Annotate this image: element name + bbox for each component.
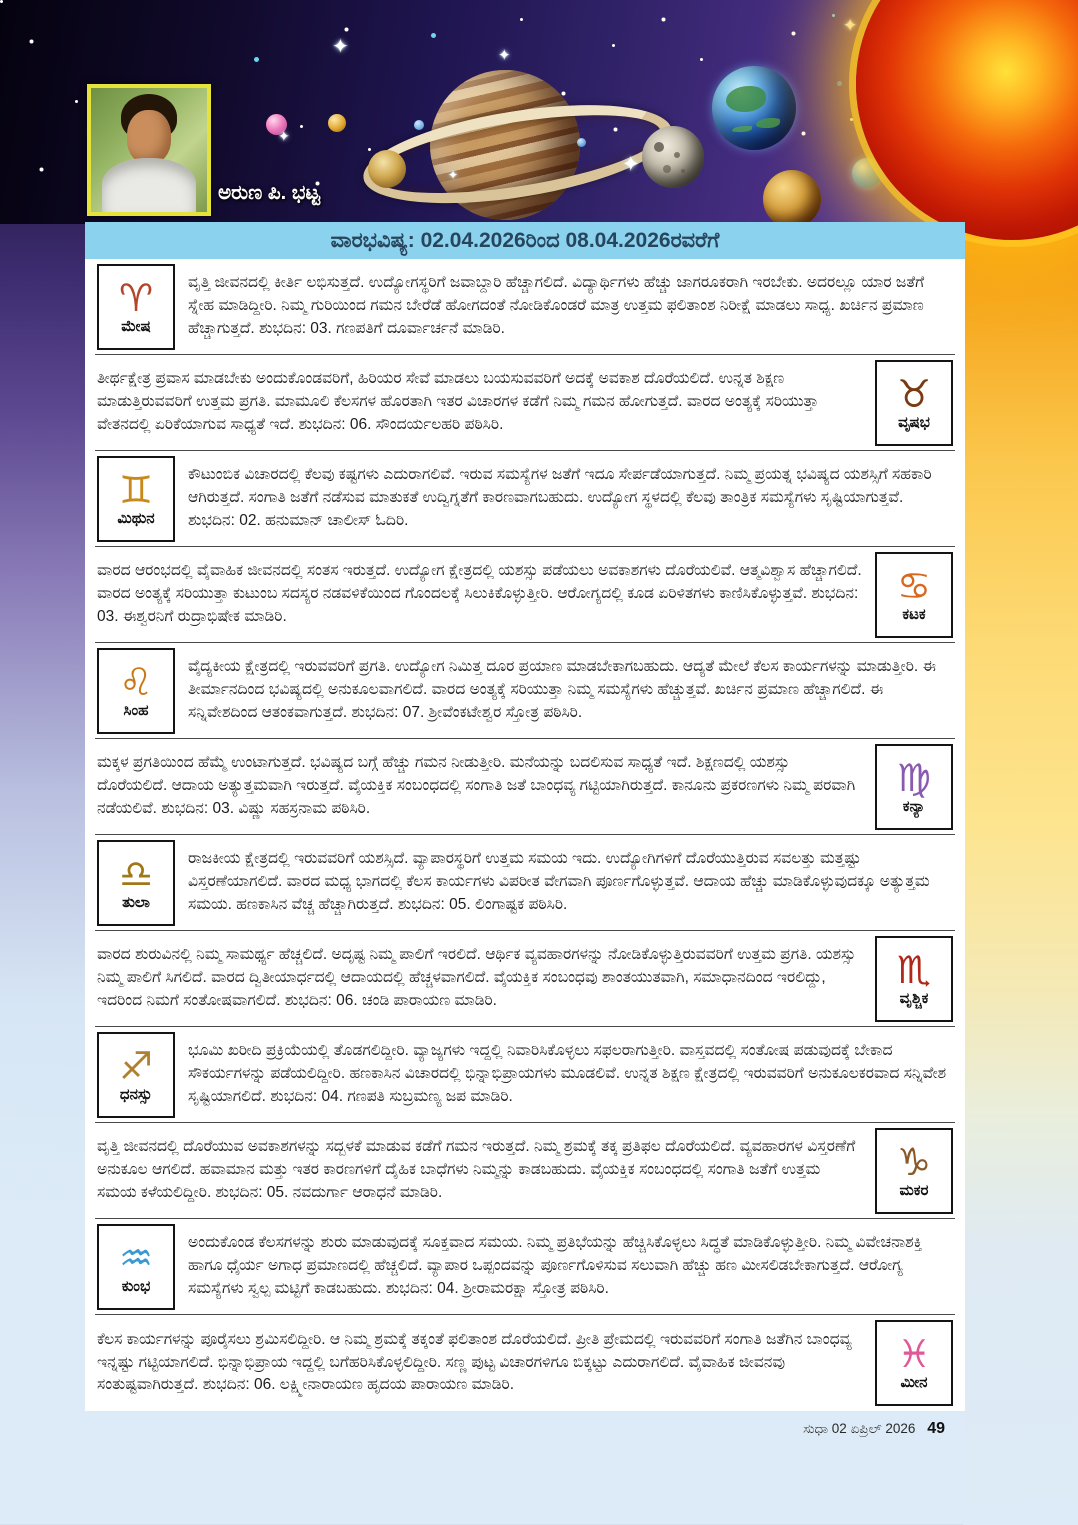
photo-face xyxy=(127,110,171,164)
horoscope-text: ಕೆಲಸ ಕಾರ್ಯಗಳನ್ನು ಪೂರೈಸಲು ಶ್ರಮಿಸಲಿದ್ದೀರಿ. ಆ ನಿಮ್ಮ ಶ್ರಮಕ್ಕೆ ತಕ್ಕಂತೆ ಫಲಿತಾಂಶ ದೊರೆಯಲಿದೆ. ಪ್ರೀತಿ ಪ್ರೇಮದಲ್ಲಿ ಇರುವವರಿಗೆ ಸಂಗಾತಿ ಜತೆಗಿನ ಬಾಂಧವ್ಯ ಇನ್ನಷ್ಟು ಗಟ್ಟಿಯಾಗಲಿದೆ. ಭಿನ್ನಾಭಿಪ್ರಾಯ ಇದ್ದಲ್ಲಿ ಬಗೆಹರಿಸಿಕೊಳ್ಳಲಿದ್ದೀರಿ. ಸಣ್ಣ ಪುಟ್ಟ ವಿಚಾರಗಳಿಗೂ ಬಿಕ್ಕಟ್ಟು ಎದುರಾಗಲಿದೆ. ವೈವಾಹಿಕ ಜೀವನವು ಸಂತುಷ್ಟವಾಗಿರುತ್ತದೆ. ಶುಭದಿನ: 06. ಲಕ್ಷ್ಮೀನಾರಾಯಣ ಹೃದಯ ಪಾರಾಯಣ ಮಾಡಿರಿ. xyxy=(97,1330,852,1394)
horoscope-text: ವೈದ್ಯಕೀಯ ಕ್ಷೇತ್ರದಲ್ಲಿ ಇರುವವರಿಗೆ ಪ್ರಗತಿ. ಉದ್ಯೋಗ ನಿಮಿತ್ತ ದೂರ ಪ್ರಯಾಣ ಮಾಡಬೇಕಾಗಬಹುದು. ಆದ್ಯತೆ ಮೇಲೆ ಕೆಲಸ ಕಾರ್ಯಗಳನ್ನು ಮಾಡುತ್ತೀರಿ. ಈ ತೀರ್ಮಾನದಿಂದ ಭವಿಷ್ಯದಲ್ಲಿ ಅನುಕೂಲವಾಗಲಿದೆ. ವಾರದ ಅಂತ್ಯಕ್ಕೆ ಸರಿಯುತ್ತಾ ನಿಮ್ಮ ಸಮಸ್ಯೆಗಳು ಹೆಚ್ಚುತ್ತವೆ. ಖರ್ಚಿನ ಪ್ರಮಾಣ ಹೆಚ್ಚಾಗಲಿದೆ. ಈ ಸನ್ನಿವೇಶದಿಂದ ಆತಂಕವಾಗುತ್ತದೆ. ಶುಭದಿನ: 07. ಶ್ರೀವೆಂಕಟೇಶ್ವರ ಸ್ತೋತ್ರ ಪಠಿಸಿರಿ. xyxy=(188,658,936,721)
zodiac-name: ಕುಂಭ xyxy=(121,1277,151,1295)
zodiac-name: ಕನ್ಯಾ xyxy=(902,797,926,815)
earth-illustration xyxy=(712,66,796,150)
horoscope-text: ಮಕ್ಕಳ ಪ್ರಗತಿಯಿಂದ ಹೆಮ್ಮೆ ಉಂಟಾಗುತ್ತದೆ. ಭವಿಷ್ಯದ ಬಗ್ಗೆ ಹೆಚ್ಚು ಗಮನ ನೀಡುತ್ತೀರಿ. ಮನೆಯನ್ನು ಬದಲಿಸುವ ಸಾಧ್ಯತೆ ಇದೆ. ಶಿಕ್ಷಣದಲ್ಲಿ ಯಶಸ್ಸು ದೊರೆಯಲಿದೆ. ಆದಾಯ ಅತ್ಯುತ್ತಮವಾಗಿ ಇರುತ್ತದೆ. ವೈಯಕ್ತಿಕ ಸಂಬಂಧದಲ್ಲಿ ಸಂಗಾತಿ ಜತೆ ಬಾಂಧವ್ಯ ಗಟ್ಟಿಯಾಗಿರುತ್ತದೆ. ಕಾನೂನು ಪ್ರಕರಣಗಳು ನಿಮ್ಮ ಪರವಾಗಿ ನಡೆಯಲಿವೆ. ಶುಭದಿನ: 03. ವಿಷ್ಣು ಸಹಸ್ರನಾಮ ಪಠಿಸಿರಿ. xyxy=(97,754,856,817)
aquarius-icon: ♒ xyxy=(118,1235,154,1280)
moon-illustration xyxy=(642,126,704,188)
horoscope-text: ರಾಜಕೀಯ ಕ್ಷೇತ್ರದಲ್ಲಿ ಇರುವವರಿಗೆ ಯಶಸ್ಸಿದೆ. ವ್ಯಾಪಾರಸ್ಥರಿಗೆ ಉತ್ತಮ ಸಮಯ ಇದು. ಉದ್ಯೋಗಿಗಳಿಗೆ ದೊರೆಯುತ್ತಿರುವ ಸವಲತ್ತು ಮತ್ತಷ್ಟು ವಿಸ್ತರಣೆಯಾಗಲಿದೆ. ವಾರದ ಮಧ್ಯ ಭಾಗದಲ್ಲಿ ಕೆಲಸ ಕಾರ್ಯಗಳು ವಿಪರೀತ ವೇಗವಾಗಿ ಪೂರ್ಣಗೊಳ್ಳುತ್ತವೆ. ಆದಾಯ ಹೆಚ್ಚು ಮಾಡಿಕೊಳ್ಳುವುದಕ್ಕೂ ಅತ್ಯುತ್ತಮ ಸಮಯ. ಹಣಕಾಸಿನ ವೆಚ್ಚ ಹೆಚ್ಚಾಗಿರುತ್ತದೆ. ಶುಭದಿನ: 05. ಲಿಂಗಾಷ್ಟಕ ಪಠಿಸಿರಿ. xyxy=(188,850,930,913)
horoscope-text: ವೃತ್ತಿ ಜೀವನದಲ್ಲಿ ದೊರೆಯುವ ಅವಕಾಶಗಳನ್ನು ಸದ್ಬಳಕೆ ಮಾಡುವ ಕಡೆಗೆ ಗಮನ ಇರುತ್ತದೆ. ನಿಮ್ಮ ಶ್ರಮಕ್ಕೆ ತಕ್ಕ ಪ್ರತಿಫಲ ದೊರೆಯಲಿದೆ. ವ್ಯವಹಾರಗಳ ವಿಸ್ತರಣೆಗೆ ಅನುಕೂಲ ಆಗಲಿದೆ. ಹವಾಮಾನ ಮತ್ತು ಇತರ ಕಾರಣಗಳಿಗೆ ದೈಹಿಕ ಬಾಧೆಗಳು ನಿಮ್ಮನ್ನು ಕಾಡಬಹುದು. ವೈಯಕ್ತಿಕ ಸಂಬಂಧದಲ್ಲಿ ಸಂಗಾತಿ ಜತೆಗೆ ಉತ್ತಮ ಸಮಯ ಕಳೆಯಲಿದ್ದೀರಿ. ಶುಭದಿನ: 05. ನವದುರ್ಗಾ ಆರಾಧನೆ ಮಾಡಿರಿ. xyxy=(97,1138,856,1201)
zodiac-name: ವೃಷಭ xyxy=(898,413,930,431)
star-icon: ✦ xyxy=(622,153,640,176)
zodiac-name: ಸಿಂಹ xyxy=(123,701,149,719)
libra-icon: ♎ xyxy=(118,851,154,896)
horoscope-text: ಭೂಮಿ ಖರೀದಿ ಪ್ರಕ್ರಿಯೆಯಲ್ಲಿ ತೊಡಗಲಿದ್ದೀರಿ. ವ್ಯಾಜ್ಯಗಳು ಇದ್ದಲ್ಲಿ ನಿವಾರಿಸಿಕೊಳ್ಳಲು ಸಫಲರಾಗುತ್ತೀರಿ. ವಾಸ್ತವದಲ್ಲಿ ಸಂತೋಷ ಪಡುವುದಕ್ಕೆ ಬೇಕಾದ ಸೌಕರ್ಯಗಳನ್ನು ಪಡೆಯಲಿದ್ದೀರಿ. ಹಣಕಾಸಿನ ವಿಚಾರದಲ್ಲಿ ಭಿನ್ನಾಭಿಪ್ರಾಯಗಳು ಮೂಡಲಿವೆ. ಉನ್ನತ ಶಿಕ್ಷಣ ಕ್ಷೇತ್ರದಲ್ಲಿ ಇರುವವರಿಗೆ ಅನುಕೂಲಕರವಾದ ಸನ್ನಿವೇಶ ಸೃಷ್ಟಿಯಾಗಲಿದೆ. ಶುಭದಿನ: 04. ಗಣಪತಿ ಸುಬ್ರಮಣ್ಯ ಜಪ ಮಾಡಿರಿ. xyxy=(188,1042,947,1105)
horoscope-row-scorpio xyxy=(95,931,955,1027)
horoscope-row-pisces xyxy=(95,1315,955,1411)
sagittarius-icon-box xyxy=(97,1032,175,1118)
taurus-icon-box xyxy=(875,360,953,446)
magazine-name: ಸುಧಾ xyxy=(803,1421,829,1436)
scorpio-icon: ♏ xyxy=(896,947,932,992)
star-icon: ✦ xyxy=(498,47,511,64)
pisces-icon: ♓ xyxy=(896,1332,932,1376)
libra-icon-box xyxy=(97,840,175,926)
horoscope-row-aries xyxy=(95,259,955,355)
orange-planet-illustration xyxy=(763,170,821,224)
starfield xyxy=(0,0,3,3)
aries-icon-box xyxy=(97,264,175,350)
horoscope-text: ಅಂದುಕೊಂಡ ಕೆಲಸಗಳನ್ನು ಶುರು ಮಾಡುವುದಕ್ಕೆ ಸೂಕ್ತವಾದ ಸಮಯ. ನಿಮ್ಮ ಪ್ರತಿಭೆಯನ್ನು ಹೆಚ್ಚಿಸಿಕೊಳ್ಳಲು ಸಿದ್ಧತೆ ಮಾಡಿಕೊಳ್ಳುತ್ತೀರಿ. ನಿಮ್ಮ ವಿವೇಚನಾಶಕ್ತಿ ಹಾಗೂ ಧೈರ್ಯ ಅಗಾಧ ಪ್ರಮಾಣದಲ್ಲಿ ಹೆಚ್ಚಲಿದೆ. ವ್ಯಾಪಾರ ಒಪ್ಪಂದವನ್ನು ಪೂರ್ಣಗೊಳಿಸುವ ಸಲುವಾಗಿ ಹೆಚ್ಚು ಹಣ ಮೀಸಲಿಡಬೇಕಾಗುತ್ತದೆ. ಆರೋಗ್ಯ ಸಮಸ್ಯೆಗಳು ಸ್ವಲ್ಪ ಮಟ್ಟಿಗೆ ಕಾಡಬಹುದು. ಶುಭದಿನ: 04. ಶ್ರೀರಾಮರಕ್ಷಾ ಸ್ತೋತ್ರ ಪಠಿಸಿರಿ. xyxy=(188,1234,923,1297)
content-panel xyxy=(85,222,965,1411)
zodiac-name: ಕಟಕ xyxy=(902,605,926,623)
zodiac-name: ಮಕರ xyxy=(899,1181,929,1199)
page-footer xyxy=(85,1420,945,1438)
zodiac-name: ವೃಶ್ಚಿಕ xyxy=(899,989,929,1007)
zodiac-name: ಮೇಷ xyxy=(121,317,151,335)
right-gradient-band xyxy=(963,170,1078,1525)
issue-date: 02 ಏಪ್ರಿಲ್ 2026 xyxy=(831,1421,916,1436)
horoscope-text: ಕೌಟುಂಬಿಕ ವಿಚಾರದಲ್ಲಿ ಕೆಲವು ಕಷ್ಟಗಳು ಎದುರಾಗಲಿವೆ. ಇರುವ ಸಮಸ್ಯೆಗಳ ಜತೆಗೆ ಇದೂ ಸೇರ್ಪಡೆಯಾಗುತ್ತದೆ. ನಿಮ್ಮ ಪ್ರಯತ್ನ ಭವಿಷ್ಯದ ಯಶಸ್ಸಿಗೆ ಸಹಕಾರಿ ಆಗಿರುತ್ತದೆ. ಸಂಗಾತಿ ಜತೆಗೆ ನಡೆಸುವ ಮಾತುಕತೆ ಉದ್ವಿಗ್ನತೆಗೆ ಕಾರಣವಾಗಬಹುದು. ಉದ್ಯೋಗ ಸ್ಥಳದಲ್ಲಿ ಕೆಲವು ತಾಂತ್ರಿಕ ಸಮಸ್ಯೆಗಳು ಸೃಷ್ಟಿಯಾಗುತ್ತವೆ. ಶುಭದಿನ: 02. ಹನುಮಾನ್ ಚಾಲೀಸ್ ಓದಿರಿ. xyxy=(188,466,932,529)
horoscope-row-gemini xyxy=(95,451,955,547)
horoscope-row-libra xyxy=(95,835,955,931)
zodiac-name: ತುಲಾ xyxy=(122,893,150,911)
photo-shirt xyxy=(102,158,196,212)
small-blue-planet-illustration xyxy=(577,138,586,147)
astrologer-photo xyxy=(87,84,211,216)
leo-icon: ♌ xyxy=(118,659,154,704)
page-number: 49 xyxy=(927,1420,945,1437)
scorpio-icon-box xyxy=(875,936,953,1022)
horoscope-row-capricorn xyxy=(95,1123,955,1219)
capricorn-icon: ♑ xyxy=(896,1139,932,1184)
zodiac-name: ಧನಸ್ಸು xyxy=(119,1085,153,1103)
star-icon: ✦ xyxy=(332,36,349,58)
virgo-icon: ♍ xyxy=(896,755,932,800)
gold-asteroid-illustration xyxy=(328,114,346,132)
gold-moon-illustration xyxy=(368,150,406,188)
horoscope-text: ವಾರದ ಆರಂಭದಲ್ಲಿ ವೈವಾಹಿಕ ಜೀವನದಲ್ಲಿ ಸಂತಸ ಇರುತ್ತದೆ. ಉದ್ಯೋಗ ಕ್ಷೇತ್ರದಲ್ಲಿ ಯಶಸ್ಸು ಪಡೆಯಲು ಅವಕಾಶಗಳು ದೊರೆಯಲಿವೆ. ಆತ್ಮವಿಶ್ವಾಸ ಹೆಚ್ಚಾಗಲಿದೆ. ವಾರದ ಅಂತ್ಯಕ್ಕೆ ಸರಿಯುತ್ತಾ ಕುಟುಂಬ ಸದಸ್ಯರ ನಡವಳಿಕೆಯಿಂದ ಗೊಂದಲಕ್ಕೆ ಸಿಲುಕಿಕೊಳ್ಳುತ್ತೀರಿ. ಆರೋಗ್ಯದಲ್ಲಿ ಕೂಡ ಏರಿಳಿತಗಳು ಕಾಣಿಸಿಕೊಳ್ಳುತ್ತವೆ. ಶುಭದಿನ: 03. ಈಶ್ವರನಿಗೆ ರುದ್ರಾಭಿಷೇಕ ಮಾಡಿರಿ. xyxy=(97,562,862,625)
horoscope-row-sagittarius xyxy=(95,1027,955,1123)
cancer-icon-box xyxy=(875,552,953,638)
sagittarius-icon: ♐ xyxy=(118,1043,154,1088)
horoscope-text: ವೃತ್ತಿ ಜೀವನದಲ್ಲಿ ಕೀರ್ತಿ ಲಭಿಸುತ್ತದೆ. ಉದ್ಯೋಗಸ್ಥರಿಗೆ ಜವಾಬ್ದಾರಿ ಹೆಚ್ಚಾಗಲಿದೆ. ವಿದ್ಯಾರ್ಥಿಗಳು ಹೆಚ್ಚು ಜಾಗರೂಕರಾಗಿ ಇರಬೇಕು. ಅದರಲ್ಲೂ ಯಾರ ಜತೆಗೆ ಸ್ನೇಹ ಮಾಡಿದ್ದೀರಿ. ನಿಮ್ಮ ಗುರಿಯಿಂದ ಗಮನ ಬೇರೆಡೆ ಹೋಗದಂತೆ ನೋಡಿಕೊಂಡರೆ ಮಾತ್ರ ಉತ್ತಮ ಫಲಿತಾಂಶ ನಿರೀಕ್ಷೆ ಮಾಡಲು ಸಾಧ್ಯ. ಖರ್ಚಿನ ಪ್ರಮಾಣ ಹೆಚ್ಚಾಗುತ್ತದೆ. ಶುಭದಿನ: 03. ಗಣಪತಿಗೆ ದೂರ್ವಾರ್ಚನೆ ಮಾಡಿರಿ. xyxy=(188,274,925,337)
star-icon: ✦ xyxy=(278,128,290,144)
cancer-icon: ♋ xyxy=(896,563,932,608)
star-icon: ✦ xyxy=(448,168,459,182)
zodiac-name: ಮೀನ xyxy=(900,1374,928,1391)
virgo-icon-box xyxy=(875,744,953,830)
horoscope-row-cancer xyxy=(95,547,955,643)
horoscope-row-virgo xyxy=(95,739,955,835)
horoscope-rows xyxy=(85,259,965,1411)
gemini-icon: ♊ xyxy=(118,467,154,512)
star-icon: ✦ xyxy=(843,16,858,35)
horoscope-row-taurus xyxy=(95,355,955,451)
small-blue-planet-illustration xyxy=(414,120,424,130)
aries-icon: ♈ xyxy=(118,275,154,320)
zodiac-name: ಮಿಥುನ xyxy=(117,509,155,527)
pisces-icon-box xyxy=(875,1320,953,1406)
weekly-forecast-banner: ವಾರಭವಿಷ್ಯ: 02.04.2026ರಿಂದ 08.04.2026ರವರೆಗೆ xyxy=(85,222,965,259)
taurus-icon: ♉ xyxy=(896,371,932,416)
capricorn-icon-box xyxy=(875,1128,953,1214)
astrologer-name: ಅರುಣ ಪಿ. ಭಟ್ಟ xyxy=(218,182,320,204)
horoscope-row-leo xyxy=(95,643,955,739)
aquarius-icon-box xyxy=(97,1224,175,1310)
leo-icon-box xyxy=(97,648,175,734)
horoscope-text: ವಾರದ ಶುರುವಿನಲ್ಲಿ ನಿಮ್ಮ ಸಾಮರ್ಥ್ಯ ಹೆಚ್ಚಲಿದೆ. ಅದೃಷ್ಟ ನಿಮ್ಮ ಪಾಲಿಗೆ ಇರಲಿದೆ. ಆರ್ಥಿಕ ವ್ಯವಹಾರಗಳನ್ನು ನೋಡಿಕೊಳ್ಳುತ್ತಿರುವವರಿಗೆ ಉತ್ತಮ ಪ್ರಗತಿ. ಯಶಸ್ಸು ನಿಮ್ಮ ಪಾಲಿಗೆ ಸಿಗಲಿದೆ. ವಾರದ ದ್ವಿತೀಯಾರ್ಧದಲ್ಲಿ ಆದಾಯದಲ್ಲಿ ಹೆಚ್ಚಳವಾಗಲಿದೆ. ವೈಯಕ್ತಿಕ ಸಂಬಂಧವು ಶಾಂತಯುತವಾಗಿ, ಸಮಾಧಾನದಿಂದ ಇರಲಿದ್ದು, ಇದರಿಂದ ನಿಮಗೆ ಸಂತೋಷವಾಗಲಿದೆ. ಶುಭದಿನ: 06. ಚಂಡಿ ಪಾರಾಯಣ ಮಾಡಿರಿ. xyxy=(97,946,856,1009)
gemini-icon-box xyxy=(97,456,175,542)
horoscope-row-aquarius xyxy=(95,1219,955,1315)
horoscope-text: ತೀರ್ಥಕ್ಷೇತ್ರ ಪ್ರವಾಸ ಮಾಡಬೇಕು ಅಂದುಕೊಂಡವರಿಗೆ, ಹಿರಿಯರ ಸೇವೆ ಮಾಡಲು ಬಯಸುವವರಿಗೆ ಅದಕ್ಕೆ ಅವಕಾಶ ದೊರೆಯಲಿದೆ. ಉನ್ನತ ಶಿಕ್ಷಣ ಮಾಡುತ್ತಿರುವವರಿಗೆ ಉತ್ತಮ ಪ್ರಗತಿ. ಮಾಮೂಲಿ ಕೆಲಸಗಳ ಹೊರತಾಗಿ ಇತರ ವಿಚಾರಗಳ ಕಡೆಗೆ ನಿಮ್ಮ ಗಮನ ಹೋಗುತ್ತದೆ. ವಾರದ ಅಂತ್ಯಕ್ಕೆ ಸರಿಯುತ್ತಾ ವೇತನದಲ್ಲಿ ಏರಿಕೆಯಾಗುವ ಸಾಧ್ಯತೆ ಇದೆ. ಶುಭದಿನ: 06. ಸೌಂದರ್ಯಲಹರಿ ಪಠಿಸಿರಿ. xyxy=(97,370,819,433)
